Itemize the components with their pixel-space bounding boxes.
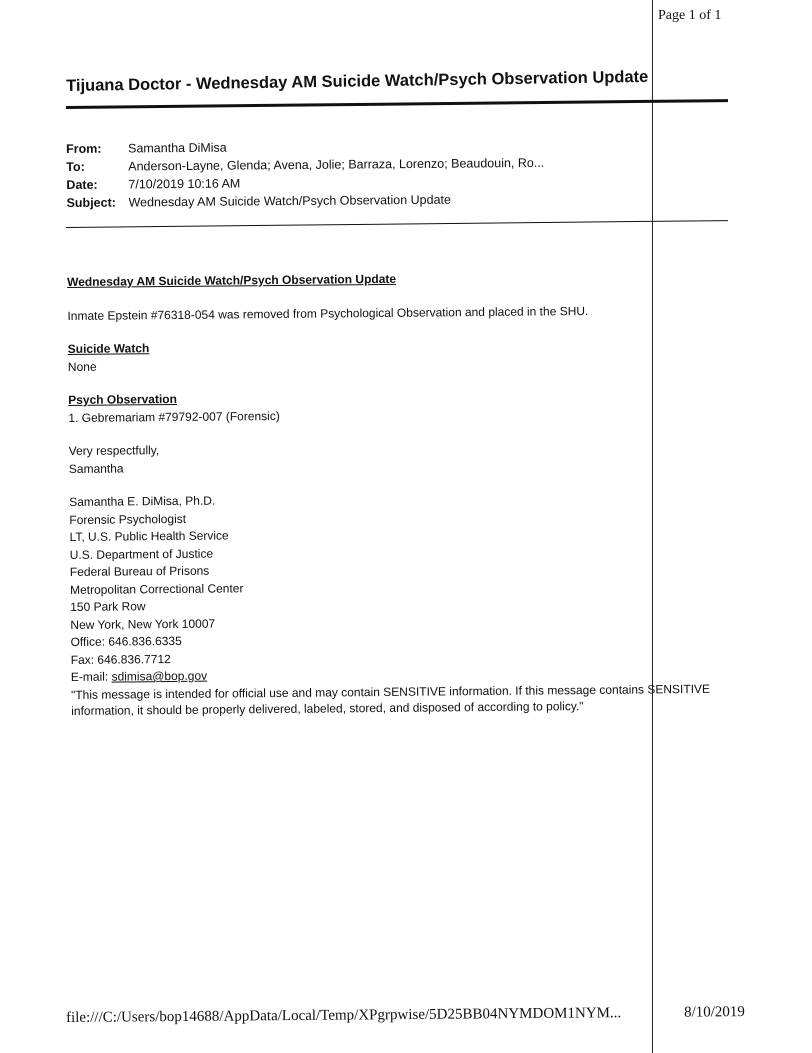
body-intro: Inmate Epstein #76318-054 was removed from Psychological Observation and placed in the SHU. xyxy=(67,303,589,323)
page-number: Page 1 of 1 xyxy=(658,8,722,23)
signature-fax: Fax: 646.836.7712 xyxy=(70,651,171,667)
closing-name: Samantha xyxy=(68,460,124,476)
signature-email-label: E-mail: xyxy=(70,669,112,684)
title-divider xyxy=(66,99,728,109)
signature-bureau: Federal Bureau of Prisons xyxy=(69,563,210,579)
from-label: From: xyxy=(66,141,102,156)
subject-label: Subject: xyxy=(66,195,116,210)
disclaimer: "This message is intended for official use and may contain SENSITIVE information. If this message contains SENSITIVE information, it should be properly delivered, labeled, stored, and disposed of according to policy." xyxy=(70,681,711,718)
email-link[interactable]: sdimisa@bop.gov xyxy=(111,668,208,684)
signature-block xyxy=(69,488,731,687)
footer-date: 8/10/2019 xyxy=(683,1004,745,1021)
signature-department: U.S. Department of Justice xyxy=(69,546,214,562)
signature-rank: LT, U.S. Public Health Service xyxy=(69,528,229,544)
subject-value: Wednesday AM Suicide Watch/Psych Observation Update xyxy=(128,192,451,210)
footer-file-path: file:///C:/Users/bop14688/AppData/Local/Temp/XPgrpwise/5D25BB04NYMDOM1NYM... xyxy=(66,1005,622,1026)
signature-title: Forensic Psychologist xyxy=(69,511,187,527)
to-label: To: xyxy=(66,159,85,174)
psych-observation-item: 1. Gebremariam #79792-007 (Forensic) xyxy=(68,408,280,425)
suicide-watch-value: None xyxy=(67,359,97,374)
date-label: Date: xyxy=(66,177,98,192)
from-value: Samantha DiMisa xyxy=(128,140,227,156)
psych-observation-heading: Psych Observation xyxy=(68,391,177,407)
header-divider xyxy=(66,220,728,228)
closing-line: Very respectfully, xyxy=(68,443,160,458)
email-header xyxy=(66,134,727,212)
date-value: 7/10/2019 10:16 AM xyxy=(128,176,241,192)
signature-city: New York, New York 10007 xyxy=(70,616,216,632)
signature-street: 150 Park Row xyxy=(70,599,146,614)
suicide-watch-heading: Suicide Watch xyxy=(67,341,150,356)
signature-center: Metropolitan Correctional Center xyxy=(69,580,244,597)
signature-office-phone: Office: 646.836.6335 xyxy=(70,633,182,649)
email-body xyxy=(67,268,731,719)
to-value: Anderson-Layne, Glenda; Avena, Jolie; Barraza, Lorenzo; Beaudouin, Ro... xyxy=(128,155,545,174)
body-heading: Wednesday AM Suicide Watch/Psych Observation Update xyxy=(67,271,397,289)
email-title: Tijuana Doctor - Wednesday AM Suicide Watch/Psych Observation Update xyxy=(66,67,649,95)
signature-name: Samantha E. DiMisa, Ph.D. xyxy=(69,493,216,509)
